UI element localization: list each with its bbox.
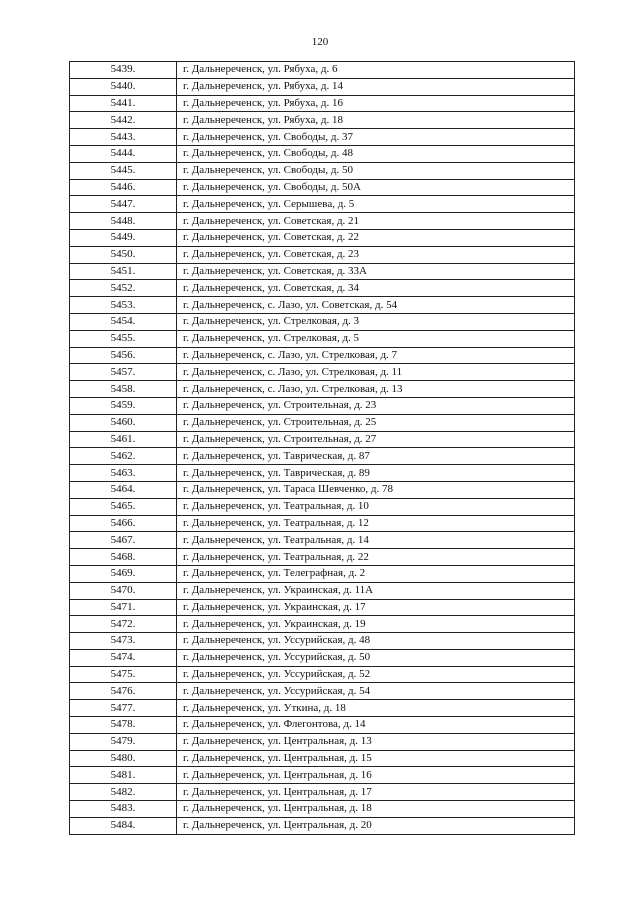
row-address: г. Дальнереченск, ул. Украинская, д. 17 xyxy=(177,599,575,616)
row-address: г. Дальнереченск, ул. Украинская, д. 19 xyxy=(177,616,575,633)
row-number: 5439. xyxy=(70,62,177,79)
row-number: 5460. xyxy=(70,414,177,431)
row-address: г. Дальнереченск, ул. Театральная, д. 10 xyxy=(177,498,575,515)
row-address: г. Дальнереченск, ул. Телеграфная, д. 2 xyxy=(177,565,575,582)
row-address: г. Дальнереченск, ул. Свободы, д. 48 xyxy=(177,145,575,162)
row-number: 5468. xyxy=(70,549,177,566)
row-number: 5463. xyxy=(70,465,177,482)
row-address: г. Дальнереченск, ул. Центральная, д. 18 xyxy=(177,801,575,818)
row-address: г. Дальнереченск, ул. Тараса Шевченко, д. 78 xyxy=(177,481,575,498)
address-table-body xyxy=(70,62,575,835)
table-row xyxy=(70,481,575,498)
row-number: 5479. xyxy=(70,733,177,750)
row-address: г. Дальнереченск, ул. Стрелковая, д. 3 xyxy=(177,313,575,330)
row-number: 5448. xyxy=(70,213,177,230)
row-number: 5482. xyxy=(70,784,177,801)
row-number: 5477. xyxy=(70,700,177,717)
row-address: г. Дальнереченск, ул. Советская, д. 34 xyxy=(177,280,575,297)
table-row xyxy=(70,549,575,566)
row-address: г. Дальнереченск, ул. Строительная, д. 25 xyxy=(177,414,575,431)
row-address: г. Дальнереченск, ул. Советская, д. 33А xyxy=(177,263,575,280)
row-number: 5473. xyxy=(70,633,177,650)
row-number: 5461. xyxy=(70,431,177,448)
row-number: 5480. xyxy=(70,750,177,767)
table-row xyxy=(70,801,575,818)
row-number: 5481. xyxy=(70,767,177,784)
row-number: 5442. xyxy=(70,112,177,129)
table-row xyxy=(70,565,575,582)
row-number: 5459. xyxy=(70,397,177,414)
row-address: г. Дальнереченск, ул. Флегонтова, д. 14 xyxy=(177,717,575,734)
row-address: г. Дальнереченск, ул. Уткина, д. 18 xyxy=(177,700,575,717)
row-number: 5449. xyxy=(70,229,177,246)
row-number: 5453. xyxy=(70,297,177,314)
row-number: 5444. xyxy=(70,145,177,162)
row-address: г. Дальнереченск, ул. Центральная, д. 16 xyxy=(177,767,575,784)
row-number: 5441. xyxy=(70,95,177,112)
table-row xyxy=(70,95,575,112)
row-address: г. Дальнереченск, ул. Уссурийская, д. 50 xyxy=(177,649,575,666)
row-number: 5458. xyxy=(70,381,177,398)
row-address: г. Дальнереченск, ул. Стрелковая, д. 5 xyxy=(177,330,575,347)
row-address: г. Дальнереченск, ул. Центральная, д. 17 xyxy=(177,784,575,801)
table-row xyxy=(70,750,575,767)
row-number: 5451. xyxy=(70,263,177,280)
row-number: 5454. xyxy=(70,313,177,330)
row-address: г. Дальнереченск, с. Лазо, ул. Стрелковая, д. 7 xyxy=(177,347,575,364)
row-address: г. Дальнереченск, ул. Рябуха, д. 14 xyxy=(177,78,575,95)
table-row xyxy=(70,179,575,196)
row-address: г. Дальнереченск, с. Лазо, ул. Советская, д. 54 xyxy=(177,297,575,314)
row-address: г. Дальнереченск, ул. Свободы, д. 37 xyxy=(177,129,575,146)
row-address: г. Дальнереченск, ул. Уссурийская, д. 48 xyxy=(177,633,575,650)
row-address: г. Дальнереченск, ул. Таврическая, д. 87 xyxy=(177,448,575,465)
table-row xyxy=(70,733,575,750)
row-address: г. Дальнереченск, ул. Советская, д. 21 xyxy=(177,213,575,230)
table-row xyxy=(70,717,575,734)
row-number: 5484. xyxy=(70,817,177,834)
table-row xyxy=(70,162,575,179)
row-address: г. Дальнереченск, ул. Советская, д. 23 xyxy=(177,246,575,263)
table-row xyxy=(70,129,575,146)
row-address: г. Дальнереченск, ул. Уссурийская, д. 54 xyxy=(177,683,575,700)
row-address: г. Дальнереченск, ул. Украинская, д. 11А xyxy=(177,582,575,599)
row-number: 5456. xyxy=(70,347,177,364)
table-row xyxy=(70,347,575,364)
table-row xyxy=(70,78,575,95)
row-address: г. Дальнереченск, ул. Рябуха, д. 6 xyxy=(177,62,575,79)
row-address: г. Дальнереченск, ул. Свободы, д. 50А xyxy=(177,179,575,196)
row-number: 5483. xyxy=(70,801,177,818)
row-address: г. Дальнереченск, ул. Строительная, д. 23 xyxy=(177,397,575,414)
table-row xyxy=(70,280,575,297)
table-row xyxy=(70,532,575,549)
row-address: г. Дальнереченск, ул. Рябуха, д. 18 xyxy=(177,112,575,129)
table-row xyxy=(70,330,575,347)
row-number: 5474. xyxy=(70,649,177,666)
row-address: г. Дальнереченск, с. Лазо, ул. Стрелковая, д. 11 xyxy=(177,364,575,381)
table-row xyxy=(70,700,575,717)
table-row xyxy=(70,582,575,599)
row-number: 5470. xyxy=(70,582,177,599)
row-number: 5464. xyxy=(70,481,177,498)
table-row xyxy=(70,431,575,448)
row-number: 5445. xyxy=(70,162,177,179)
table-row xyxy=(70,616,575,633)
row-number: 5455. xyxy=(70,330,177,347)
row-address: г. Дальнереченск, с. Лазо, ул. Стрелковая, д. 13 xyxy=(177,381,575,398)
row-number: 5452. xyxy=(70,280,177,297)
table-row xyxy=(70,599,575,616)
row-address: г. Дальнереченск, ул. Серышева, д. 5 xyxy=(177,196,575,213)
table-row xyxy=(70,515,575,532)
row-number: 5465. xyxy=(70,498,177,515)
row-number: 5440. xyxy=(70,78,177,95)
table-row xyxy=(70,414,575,431)
table-row xyxy=(70,767,575,784)
table-row xyxy=(70,784,575,801)
address-table xyxy=(69,61,575,835)
row-number: 5443. xyxy=(70,129,177,146)
table-row xyxy=(70,145,575,162)
row-address: г. Дальнереченск, ул. Строительная, д. 27 xyxy=(177,431,575,448)
row-address: г. Дальнереченск, ул. Центральная, д. 20 xyxy=(177,817,575,834)
row-address: г. Дальнереченск, ул. Центральная, д. 15 xyxy=(177,750,575,767)
row-number: 5476. xyxy=(70,683,177,700)
table-row xyxy=(70,666,575,683)
table-row xyxy=(70,465,575,482)
table-row xyxy=(70,683,575,700)
table-row xyxy=(70,649,575,666)
row-address: г. Дальнереченск, ул. Театральная, д. 14 xyxy=(177,532,575,549)
table-row xyxy=(70,297,575,314)
row-address: г. Дальнереченск, ул. Театральная, д. 12 xyxy=(177,515,575,532)
table-row xyxy=(70,246,575,263)
row-number: 5469. xyxy=(70,565,177,582)
row-number: 5478. xyxy=(70,717,177,734)
row-address: г. Дальнереченск, ул. Советская, д. 22 xyxy=(177,229,575,246)
row-number: 5457. xyxy=(70,364,177,381)
table-row xyxy=(70,364,575,381)
row-number: 5450. xyxy=(70,246,177,263)
row-address: г. Дальнереченск, ул. Свободы, д. 50 xyxy=(177,162,575,179)
table-row xyxy=(70,313,575,330)
row-number: 5467. xyxy=(70,532,177,549)
page-number: 120 xyxy=(311,36,329,48)
table-row xyxy=(70,397,575,414)
table-row xyxy=(70,448,575,465)
table-row xyxy=(70,381,575,398)
row-number: 5475. xyxy=(70,666,177,683)
row-address: г. Дальнереченск, ул. Театральная, д. 22 xyxy=(177,549,575,566)
row-address: г. Дальнереченск, ул. Рябуха, д. 16 xyxy=(177,95,575,112)
row-number: 5466. xyxy=(70,515,177,532)
row-number: 5462. xyxy=(70,448,177,465)
table-row xyxy=(70,263,575,280)
row-number: 5446. xyxy=(70,179,177,196)
row-address: г. Дальнереченск, ул. Уссурийская, д. 52 xyxy=(177,666,575,683)
row-number: 5472. xyxy=(70,616,177,633)
table-row xyxy=(70,229,575,246)
row-number: 5447. xyxy=(70,196,177,213)
table-row xyxy=(70,633,575,650)
row-number: 5471. xyxy=(70,599,177,616)
row-address: г. Дальнереченск, ул. Центральная, д. 13 xyxy=(177,733,575,750)
table-row xyxy=(70,498,575,515)
table-row xyxy=(70,112,575,129)
table-row xyxy=(70,213,575,230)
row-address: г. Дальнереченск, ул. Таврическая, д. 89 xyxy=(177,465,575,482)
table-row xyxy=(70,817,575,834)
table-row xyxy=(70,62,575,79)
table-row xyxy=(70,196,575,213)
